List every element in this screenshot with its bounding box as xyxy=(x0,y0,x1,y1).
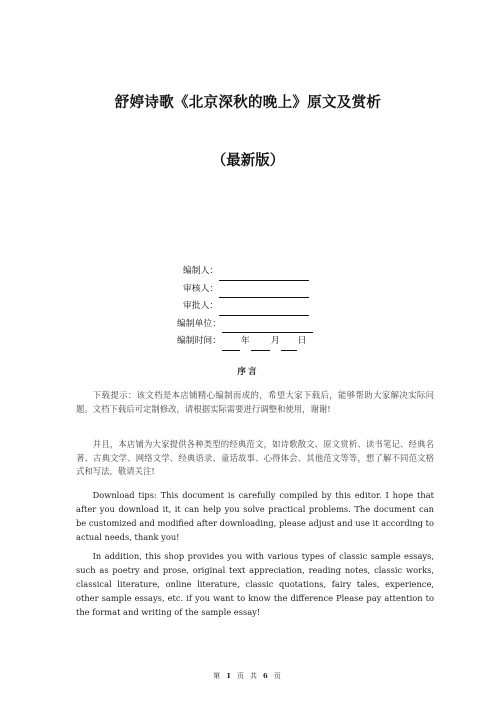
preface-text-4: In addition, this shop provides you with various types of classic sample essays, such as poetry and prose, original text appreciation, reading notes, classic works, classical literature, online literature, classic quotations, fairy tales, experience, other sample essays, etc. if you want to know the difference Please pay attention to the format and writing of the sample essay! xyxy=(76,551,434,617)
time-row xyxy=(177,333,313,351)
month-label: 月 xyxy=(270,336,280,347)
preface-paragraph-4 xyxy=(76,550,434,620)
reviewer-label: 审核人： xyxy=(183,283,219,294)
page-footer xyxy=(0,670,496,680)
approver-label: 审批人： xyxy=(183,301,219,312)
document-subtitle: （最新版） xyxy=(211,153,285,169)
year-line xyxy=(222,340,240,351)
year-label: 年 xyxy=(241,336,250,347)
unit-label: 编制单位： xyxy=(177,318,221,329)
unit-row xyxy=(177,316,313,334)
editor-label: 编制人： xyxy=(183,266,219,276)
approver-row xyxy=(177,298,313,316)
footer-mid: 页 共 xyxy=(237,672,259,680)
info-block xyxy=(177,263,313,351)
preface-text-3: Download tips: This document is carefully compiled by this editor. I hope that after you download it, it can help you solve practical problems. The document can be customized and modified after downloading, please adjust and use it according to actual needs, thank you! xyxy=(76,490,434,542)
preface-text-1: 下载提示：该文档是本店铺精心编制而成的，希望大家下载后，能够帮助大家解决实际问题。文档下载后可定制修改，请根据实际需要进行调整和使用，谢谢! xyxy=(76,390,434,414)
footer-total-pages: 6 xyxy=(263,672,270,680)
document-title: 舒婷诗歌《北京深秋的晚上》原文及赏析 xyxy=(114,95,382,111)
day-line xyxy=(281,340,297,351)
footer-prefix: 第 xyxy=(213,672,223,680)
preface-title: 序言 xyxy=(237,367,259,377)
preface-paragraph-2 xyxy=(76,438,434,485)
month-line xyxy=(251,340,270,351)
approver-line xyxy=(219,305,309,316)
time-label: 编制时间： xyxy=(177,336,221,347)
reviewer-line xyxy=(219,287,309,298)
preface-text-2: 并且，本店铺为大家提供各种类型的经典范文，如诗歌散文、原文赏析、读书笔记、经典名著、古典文学、网络文学、经典语录、童话故事、心得体会、其他范文等等，想了解不同范文格式和写法，敬请关注! xyxy=(76,439,434,477)
preface-paragraph-3 xyxy=(76,489,434,545)
day-label: 日 xyxy=(297,336,307,347)
footer-page-number: 1 xyxy=(226,672,233,680)
preface-paragraph-1 xyxy=(76,389,434,422)
editor-row xyxy=(177,263,313,281)
reviewer-row xyxy=(177,281,313,299)
unit-line xyxy=(222,322,313,333)
footer-suffix: 页 xyxy=(273,672,283,680)
editor-line xyxy=(219,270,309,281)
